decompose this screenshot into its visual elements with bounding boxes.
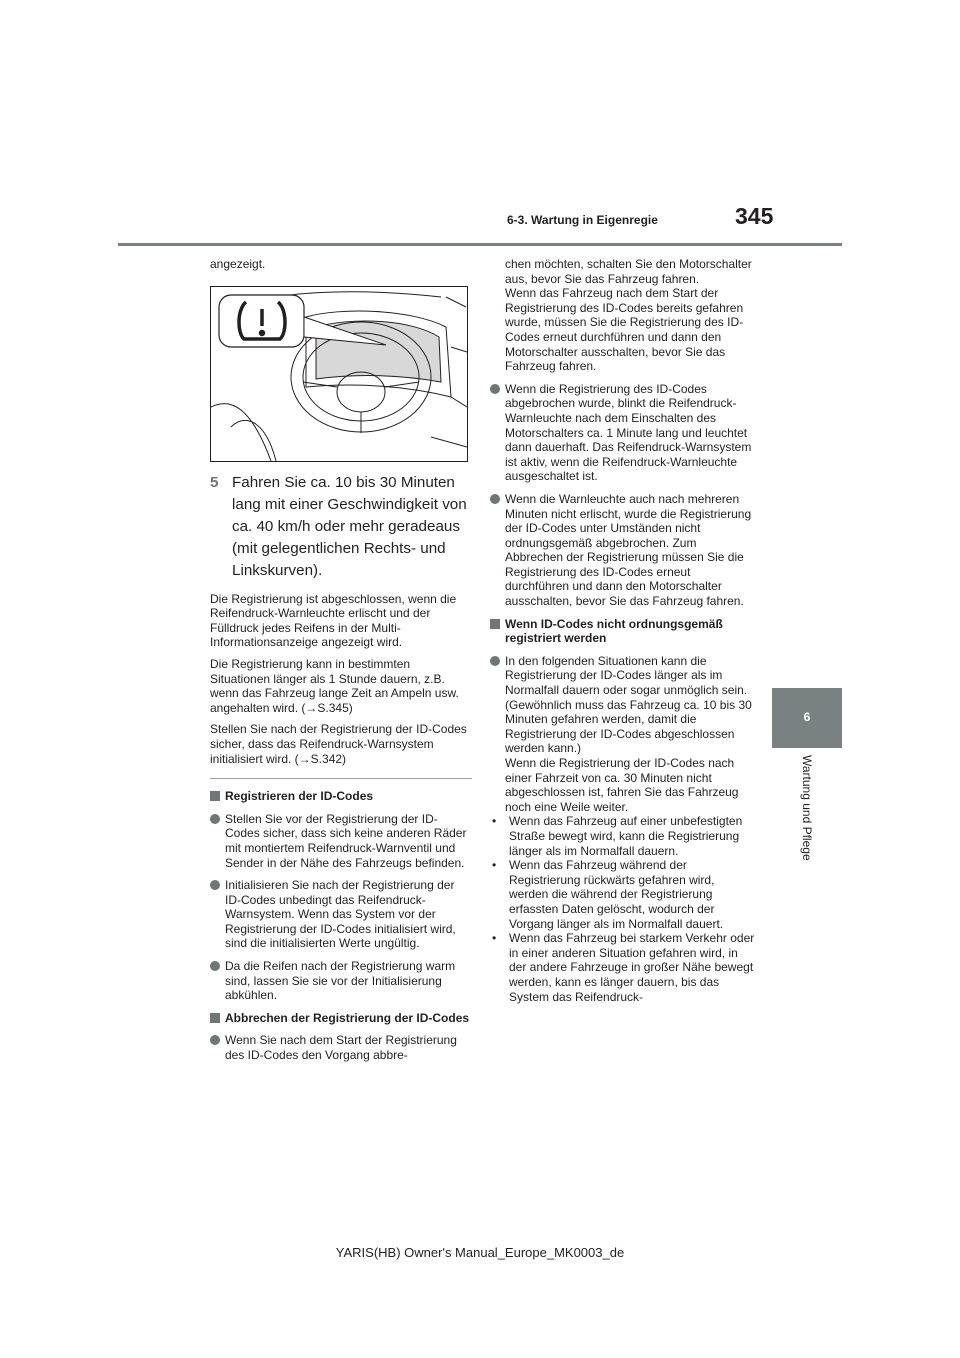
sub-item bbox=[490, 814, 755, 858]
paragraph-3: Stellen Sie nach der Registrierung der ID-Codes sicher, dass das Reifendruck-Warnsystem initialisiert wird. (→S.342) bbox=[210, 722, 467, 766]
sub-item-text: Wenn das Fahrzeug während der Registrierung rückwärts gefahren wird, werden die während der Registrierung erfassten Daten gelöscht, wodurch der Vorgang länger als im Normalfall dauert. bbox=[509, 858, 724, 931]
step-5 bbox=[210, 472, 472, 582]
square-bullet-icon bbox=[490, 619, 500, 629]
step-number: 5 bbox=[210, 473, 219, 491]
continuation-text-1: chen möchten, schalten Sie den Motorschalter aus, bevor Sie das Fahrzeug fahren. bbox=[505, 257, 752, 286]
heading-text: Registrieren der ID-Codes bbox=[225, 789, 374, 804]
right-column bbox=[490, 257, 755, 1012]
sub-bullet-mark: • bbox=[492, 814, 497, 829]
chapter-tab[interactable] bbox=[772, 688, 842, 748]
bullet-item bbox=[210, 812, 472, 870]
bullet-text: Initialisieren Sie nach der Registrierung der ID-Codes unbedingt das Reifendruck-Warnsystem. Wenn das System vor der Registrierung der ID-Codes initialisiert wird, sind die initialisierten Werte ungültig. bbox=[225, 878, 456, 951]
bullet-item bbox=[490, 654, 755, 1004]
square-bullet-icon bbox=[210, 791, 220, 801]
round-bullet-icon bbox=[210, 1035, 220, 1045]
chapter-number: 6 bbox=[803, 710, 811, 724]
sub-bullet-mark: • bbox=[492, 931, 497, 946]
heading-text: Wenn ID-Codes nicht ordnungsgemäß registriert werden bbox=[505, 616, 723, 646]
bullet-text: Da die Reifen nach der Registrierung warm sind, lassen Sie sie vor der Initialisierung abkühlen. bbox=[225, 959, 456, 1003]
chapter-label-text: Wartung und Pflege bbox=[800, 755, 814, 861]
square-bullet-icon bbox=[210, 1013, 220, 1023]
bullet-item bbox=[210, 959, 472, 1003]
bullet-text: Wenn Sie nach dem Start der Registrierung des ID-Codes den Vorgang abbre- bbox=[225, 1033, 457, 1063]
bullet-text-b: Wenn die Registrierung der ID-Codes nach einer Fahrzeit von ca. 30 Minuten nicht abgeschlossen ist, fahren Sie das Fahrzeug noch eine Weile weiter. bbox=[505, 756, 739, 814]
sub-item-text: Wenn das Fahrzeug bei starkem Verkehr oder in einer anderen Situation gefahren wird, in der andere Fahrzeuge in großer Nähe bewegt werden, kann es länger dauern, bis das System das Reifendruck- bbox=[509, 931, 755, 1004]
continuation-text-2: Wenn das Fahrzeug nach dem Start der Registrierung des ID-Codes bereits gefahren wurde, müssen Sie die Registrierung des ID-Codes erneut durchführen und dann den Motorschalter ausschalten, bevor Sie das Fahrzeug fahren. bbox=[505, 286, 744, 374]
round-bullet-icon bbox=[210, 961, 220, 971]
sub-item bbox=[490, 931, 755, 1004]
section-heading-not-registered bbox=[490, 617, 755, 646]
section-heading-register bbox=[210, 789, 472, 804]
bullet-text: Wenn die Registrierung des ID-Codes abgebrochen wurde, blinkt die Reifendruck-Warnleuchte nach dem Einschalten des Motorschalters ca. 1 Minute lang und leuchtet dann dauerhaft. Das Reifendruck-Warnsystem ist aktiv, wenn die Reifendruck-Warnleuchte ausgeschaltet ist. bbox=[505, 381, 752, 484]
sub-item-text: Wenn das Fahrzeug auf einer unbefestigten Straße bewegt wird, kann die Registrierung länger als im Normalfall dauern. bbox=[509, 814, 743, 858]
bullet-text: Wenn die Warnleuchte auch nach mehreren Minuten nicht erlischt, wurde die Registrierung der ID-Codes unter Umständen nicht ordnungsgemäß abgebrochen. Zum Abbrechen der Registrierung müssen Sie die Registrierung des ID-Codes erneut durchführen und dann den Motorschalter ausschalten, bevor Sie das Fahrzeug fahren. bbox=[505, 491, 752, 609]
round-bullet-icon bbox=[490, 494, 500, 504]
bullet-item bbox=[490, 382, 755, 484]
continuation-block bbox=[490, 257, 755, 374]
paragraph-1: Die Registrierung ist abgeschlossen, wenn die Reifendruck-Warnleuchte erlischt und der Fülldruck jedes Reifens in der Multi-Informationsanzeige angezeigt wird. bbox=[210, 591, 457, 650]
round-bullet-icon bbox=[210, 880, 220, 890]
bullet-text: Stellen Sie vor der Registrierung der ID-Codes sicher, dass sich keine anderen Räder mit montiertem Reifendruck-Warnventil und Sender in der Nähe des Fahrzeugs befinden. bbox=[225, 811, 467, 870]
chapter-label bbox=[799, 756, 815, 906]
bullet-text-a: In den folgenden Situationen kann die Registrierung der ID-Codes länger als im Normalfall dauern oder sogar unmöglich sein. (Gewöhnlich muss das Fahrzeug ca. 10 bis 30 Minuten gefahren werden, damit die Registrierung der ID-Codes abgeschlossen werden kann.) bbox=[505, 653, 752, 756]
header-section: 6-3. Wartung in Eigenregie bbox=[507, 213, 658, 227]
header-rule bbox=[118, 243, 842, 246]
paragraph-2: Die Registrierung kann in bestimmten Situationen länger als 1 Stunde dauern, z.B. wenn das Fahrzeug lange Zeit an Ampeln usw. angehalten wird. (→S.345) bbox=[210, 656, 459, 715]
section-divider bbox=[210, 778, 472, 779]
section-heading-cancel bbox=[210, 1011, 472, 1026]
round-bullet-icon bbox=[210, 814, 220, 824]
bullet-item bbox=[490, 492, 755, 609]
bullet-item bbox=[210, 878, 472, 951]
round-bullet-icon bbox=[490, 656, 500, 666]
page-number: 345 bbox=[735, 203, 774, 229]
bullet-body bbox=[492, 653, 755, 1004]
dashboard-illustration bbox=[211, 287, 467, 461]
left-column bbox=[210, 257, 472, 1071]
intro-text: angezeigt. bbox=[210, 257, 266, 271]
round-bullet-icon bbox=[490, 384, 500, 394]
bullet-item bbox=[210, 1033, 472, 1062]
heading-text: Abbrechen der Registrierung der ID-Codes bbox=[225, 1010, 470, 1025]
dashboard-figure bbox=[210, 286, 468, 462]
sub-item bbox=[490, 858, 755, 931]
footer-manual-id: YARIS(HB) Owner's Manual_Europe_MK0003_de bbox=[335, 1245, 625, 1260]
step-text: Fahren Sie ca. 10 bis 30 Minuten lang mit einer Geschwindigkeit von ca. 40 km/h oder mehr geradeaus (mit gelegentlichen Rechts- und Linkskurven). bbox=[232, 473, 467, 579]
sub-bullet-mark: • bbox=[492, 858, 497, 873]
